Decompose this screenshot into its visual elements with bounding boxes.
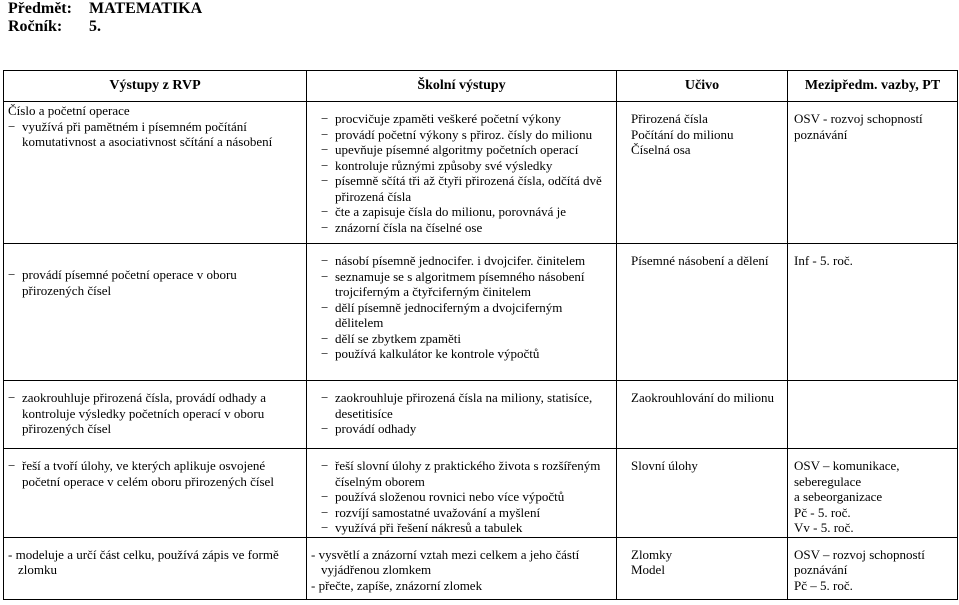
school-item: − dělí se zbytkem zpaměti [321, 331, 612, 347]
ucivo-item: Zaokrouhlování do milionu [631, 390, 774, 405]
ucivo-cell [617, 381, 788, 449]
school-item: − využívá při řešení nákresů a tabulek [321, 520, 612, 536]
pt-item: Inf - 5. roč. [794, 253, 853, 268]
school-cell [307, 537, 617, 599]
school-item: − písemně sčítá tři až čtyři přirozená čísla, odčítá dvě přirozená čísla [321, 173, 612, 204]
pt-item: OSV - rozvoj schopností poznávání [794, 111, 923, 142]
subject-label: Předmět: [8, 0, 72, 17]
ucivo-cell [617, 244, 788, 381]
school-item: − řeší slovní úlohy z praktického života s rozšířeným číselným oborem [321, 458, 612, 489]
curriculum-table [3, 70, 958, 600]
table-row [4, 102, 958, 244]
rvp-cell [4, 381, 307, 449]
school-item: − používá složenou rovnici nebo více výpočtů [321, 489, 612, 505]
school-item: − čte a zapisuje čísla do milionu, porovnává je [321, 204, 612, 220]
rvp-cell [4, 449, 307, 538]
school-item: - vysvětlí a znázorní vztah mezi celkem a jeho částí vyjádřenou zlomkem [311, 546, 580, 577]
school-item: − upevňuje písemné algoritmy početních operací [321, 142, 612, 158]
rvp-cell [4, 244, 307, 381]
rvp-cell [4, 537, 307, 599]
school-item: − kontroluje různými způsoby své výsledky [321, 158, 612, 174]
table-row [4, 537, 958, 599]
school-cell [307, 449, 617, 538]
rvp-section-title: Číslo a početní operace [8, 103, 130, 118]
grade-row [8, 18, 202, 36]
rvp-item: − řeší a tvoří úlohy, ve kterých aplikuje osvojené početní operace v celém oboru přirozených čísel [8, 458, 302, 489]
ucivo-item: Číselná osa [631, 142, 691, 157]
pt-item: Pč - 5. roč. [794, 504, 851, 520]
subject-value: MATEMATIKA [89, 0, 203, 17]
ucivo-cell [617, 449, 788, 538]
rvp-item: − zaokrouhluje přirozená čísla, provádí odhady a kontroluje výsledky početních operací v oboru přirozených čísel [8, 390, 302, 437]
school-item: − procvičuje zpaměti veškeré početní výkony [321, 111, 612, 127]
table-row [4, 449, 958, 538]
school-cell [307, 102, 617, 244]
ucivo-item: Slovní úlohy [631, 458, 698, 473]
column-header-rvp: Výstupy z RVP [4, 71, 307, 102]
pt-cell [788, 449, 958, 538]
ucivo-cell [617, 537, 788, 599]
pt-item: Pč – 5. roč. [794, 577, 853, 593]
column-header-ucivo: Učivo [617, 71, 788, 102]
school-item: - přečte, zapíše, znázorní zlomek [311, 577, 483, 593]
pt-cell [788, 244, 958, 381]
grade-value: 5. [89, 18, 101, 35]
pt-item: seberegulace [794, 473, 862, 489]
table-header-row [4, 71, 958, 102]
school-item: − seznamuje se s algoritmem písemného násobení trojciferným a čtyřciferným činitelem [321, 269, 612, 300]
ucivo-item: Počítání do milionu [631, 126, 734, 142]
rvp-item: − provádí písemné početní operace v oboru přirozených čísel [8, 267, 302, 298]
pt-item: OSV – rozvoj schopností poznávání [794, 546, 925, 577]
school-cell [307, 381, 617, 449]
ucivo-item: Písemné násobení a dělení [631, 253, 769, 268]
grade-label: Ročník: [8, 18, 63, 35]
table-row [4, 381, 958, 449]
rvp-cell [4, 102, 307, 244]
column-header-school: Školní výstupy [307, 71, 617, 102]
ucivo-cell [617, 102, 788, 244]
school-item: − provádí početní výkony s přiroz. čísly do milionu [321, 127, 612, 143]
ucivo-item: Model [631, 562, 665, 577]
pt-cell [788, 381, 958, 449]
subject-row [8, 0, 202, 18]
pt-item: Vv - 5. roč. [794, 520, 854, 535]
school-item: − dělí písemně jednociferným a dvojciferným dělitelem [321, 300, 612, 331]
pt-item: a sebeorganizace [794, 489, 883, 504]
rvp-item: − využívá při pamětném i písemném počítání komutativnost a asociativnost sčítání a násobení [8, 119, 302, 150]
school-item: − používá kalkulátor ke kontrole výpočtů [321, 346, 612, 362]
pt-cell [788, 537, 958, 599]
column-header-pt: Mezipředm. vazby, PT [788, 71, 958, 102]
school-item: − zaokrouhluje přirozená čísla na miliony, statisíce, desetitisíce [321, 390, 612, 421]
document-header [8, 0, 202, 36]
rvp-item: - modeluje a určí část celku, používá zápis ve formě zlomku [8, 546, 279, 577]
school-item: − provádí odhady [321, 421, 612, 437]
school-item: − rozvíjí samostatné uvažování a myšlení [321, 505, 612, 521]
pt-cell [788, 102, 958, 244]
table-row [4, 244, 958, 381]
school-item: − znázorní čísla na číselné ose [321, 220, 612, 236]
school-item: − násobí písemně jednocifer. i dvojcifer. činitelem [321, 253, 612, 269]
ucivo-item: Přirozená čísla [631, 111, 708, 126]
school-cell [307, 244, 617, 381]
ucivo-item: Zlomky [631, 546, 673, 562]
pt-item: OSV – komunikace, [794, 458, 900, 473]
